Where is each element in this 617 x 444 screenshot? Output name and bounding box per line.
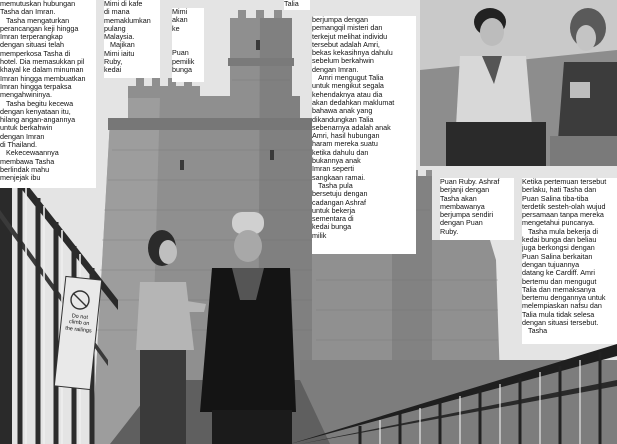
inset-photo <box>420 0 617 166</box>
article-column-right: Ketika pertemuan tersebut berlaku, hati Tasha dan Puan Salina tiba-tiba terdetik sesteh-olah wujud persamaan tanpa mereka mengetahui puncanya. Tasha mula bekerja di kedai bunga dan beliau juga berkongsi dengan Puan Salina berkaitan dengan tujuannya datang ke Cardiff. Amri bertemu dan mengugut Talia dan memaksanya bertemu dengannya untuk melempiaskan nafsu dan Talia mula tidak selesa dengan situasi tersebut. Tasha <box>522 178 617 344</box>
inset-photo-scene <box>420 0 617 166</box>
article-column-mid-a: Mimi di kafe di mana memaklumkan pulang Malaysia. Majikan Mimi iaitu Ruby, kedai <box>104 0 160 78</box>
article-column-left: memutuskan hubungan Tasha dan Imran. Tasha mengaturkan perancangan keji hingga Imran terperangkap dengan situasi telah memperkosa Tasha di hotel. Dia memasukkan pil khayal ke dalam minuman Imran hingga membuatkan Imran hingga terpaksa mengahwininya. Tasha begitu kecewa dengan kenyataan itu, hilang angan-angannya untuk berkahwin dengan Imran di Thailand. Kekecewaannya membawa Tasha berlindak mahu menjejak ibu <box>0 0 96 188</box>
article-top-fragment: Talia <box>284 0 310 10</box>
railing-sign-text: Do not climb on the railings <box>64 313 92 335</box>
article-column-mid-b: Mimi akan ke Puan pemilik bunga <box>172 8 204 82</box>
article-column-puan-ruby: Puan Ruby. Ashraf berjanji dengan Tasha akan membawanya berjumpa sendiri dengan Puan Ruby. <box>440 178 514 240</box>
article-column-center: berjumpa dengan pemangqil misteri dan terkejut melihat individu tersebut adalah Amri, bekas kekasihnya dahulu sebelum berkahwin dengan Imran. Amri mengugut Talia untuk mengikut segala kehendaknya atau dia akan dedahkan maklumat bahawa anak yang dikandungkan Talia sebenarnya adalah anak Amri, hasil hubungan haram mereka suatu ketika dahulu dan bukannya anak Imran seperti sangkaan ramai. Tasha pula bersetuju dengan cadangan Ashraf untuk bekerja sementara di kedai bunga milik <box>312 16 416 254</box>
